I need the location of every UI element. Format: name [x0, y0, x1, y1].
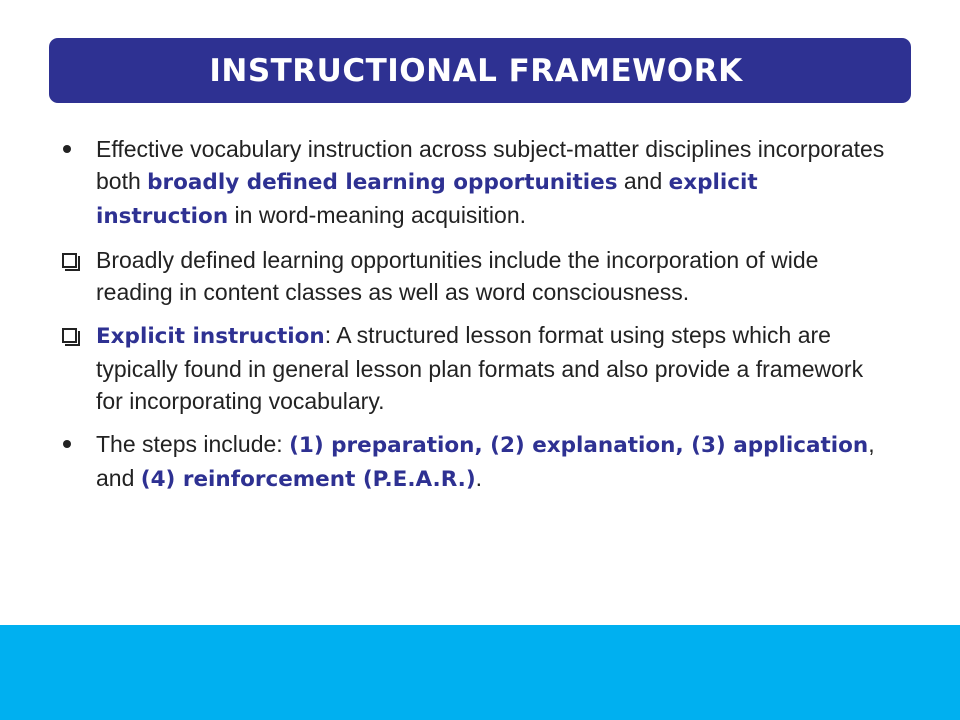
footer-band: [0, 625, 960, 720]
highlight-text: explicit instruction: [96, 170, 758, 229]
highlight-text: (1) preparation, (2) explanation, (3) application: [289, 433, 869, 458]
list-item: Effective vocabulary instruction across subject-matter disciplines incorporates both broadly defined learning opportunities and explicit instruction in word-meaning acquisition.: [60, 133, 890, 233]
slide-title: INSTRUCTIONAL FRAMEWORK: [209, 52, 743, 89]
highlight-text: Explicit instruction: [96, 324, 325, 349]
checkbox-icon: [60, 244, 90, 276]
list-item: Explicit instruction: A structured lesson format using steps which are typically found in general lesson plan formats and also provide a framework for incorporating vocabulary.: [60, 319, 890, 417]
list-item: The steps include: (1) preparation, (2) explanation, (3) application, and (4) reinforcement (P.E.A.R.).: [60, 428, 890, 496]
bullet-icon: [60, 428, 90, 460]
title-bar: [49, 38, 911, 103]
highlight-text: (4) reinforcement (P.E.A.R.): [140, 467, 476, 492]
highlight-text: broadly defined learning opportunities: [147, 170, 618, 195]
list-item: Broadly defined learning opportunities include the incorporation of wide reading in content classes as well as word consciousness.: [60, 244, 890, 308]
checkbox-icon: [60, 319, 90, 351]
bullet-icon: [60, 133, 90, 165]
bullet-list: [60, 133, 890, 507]
